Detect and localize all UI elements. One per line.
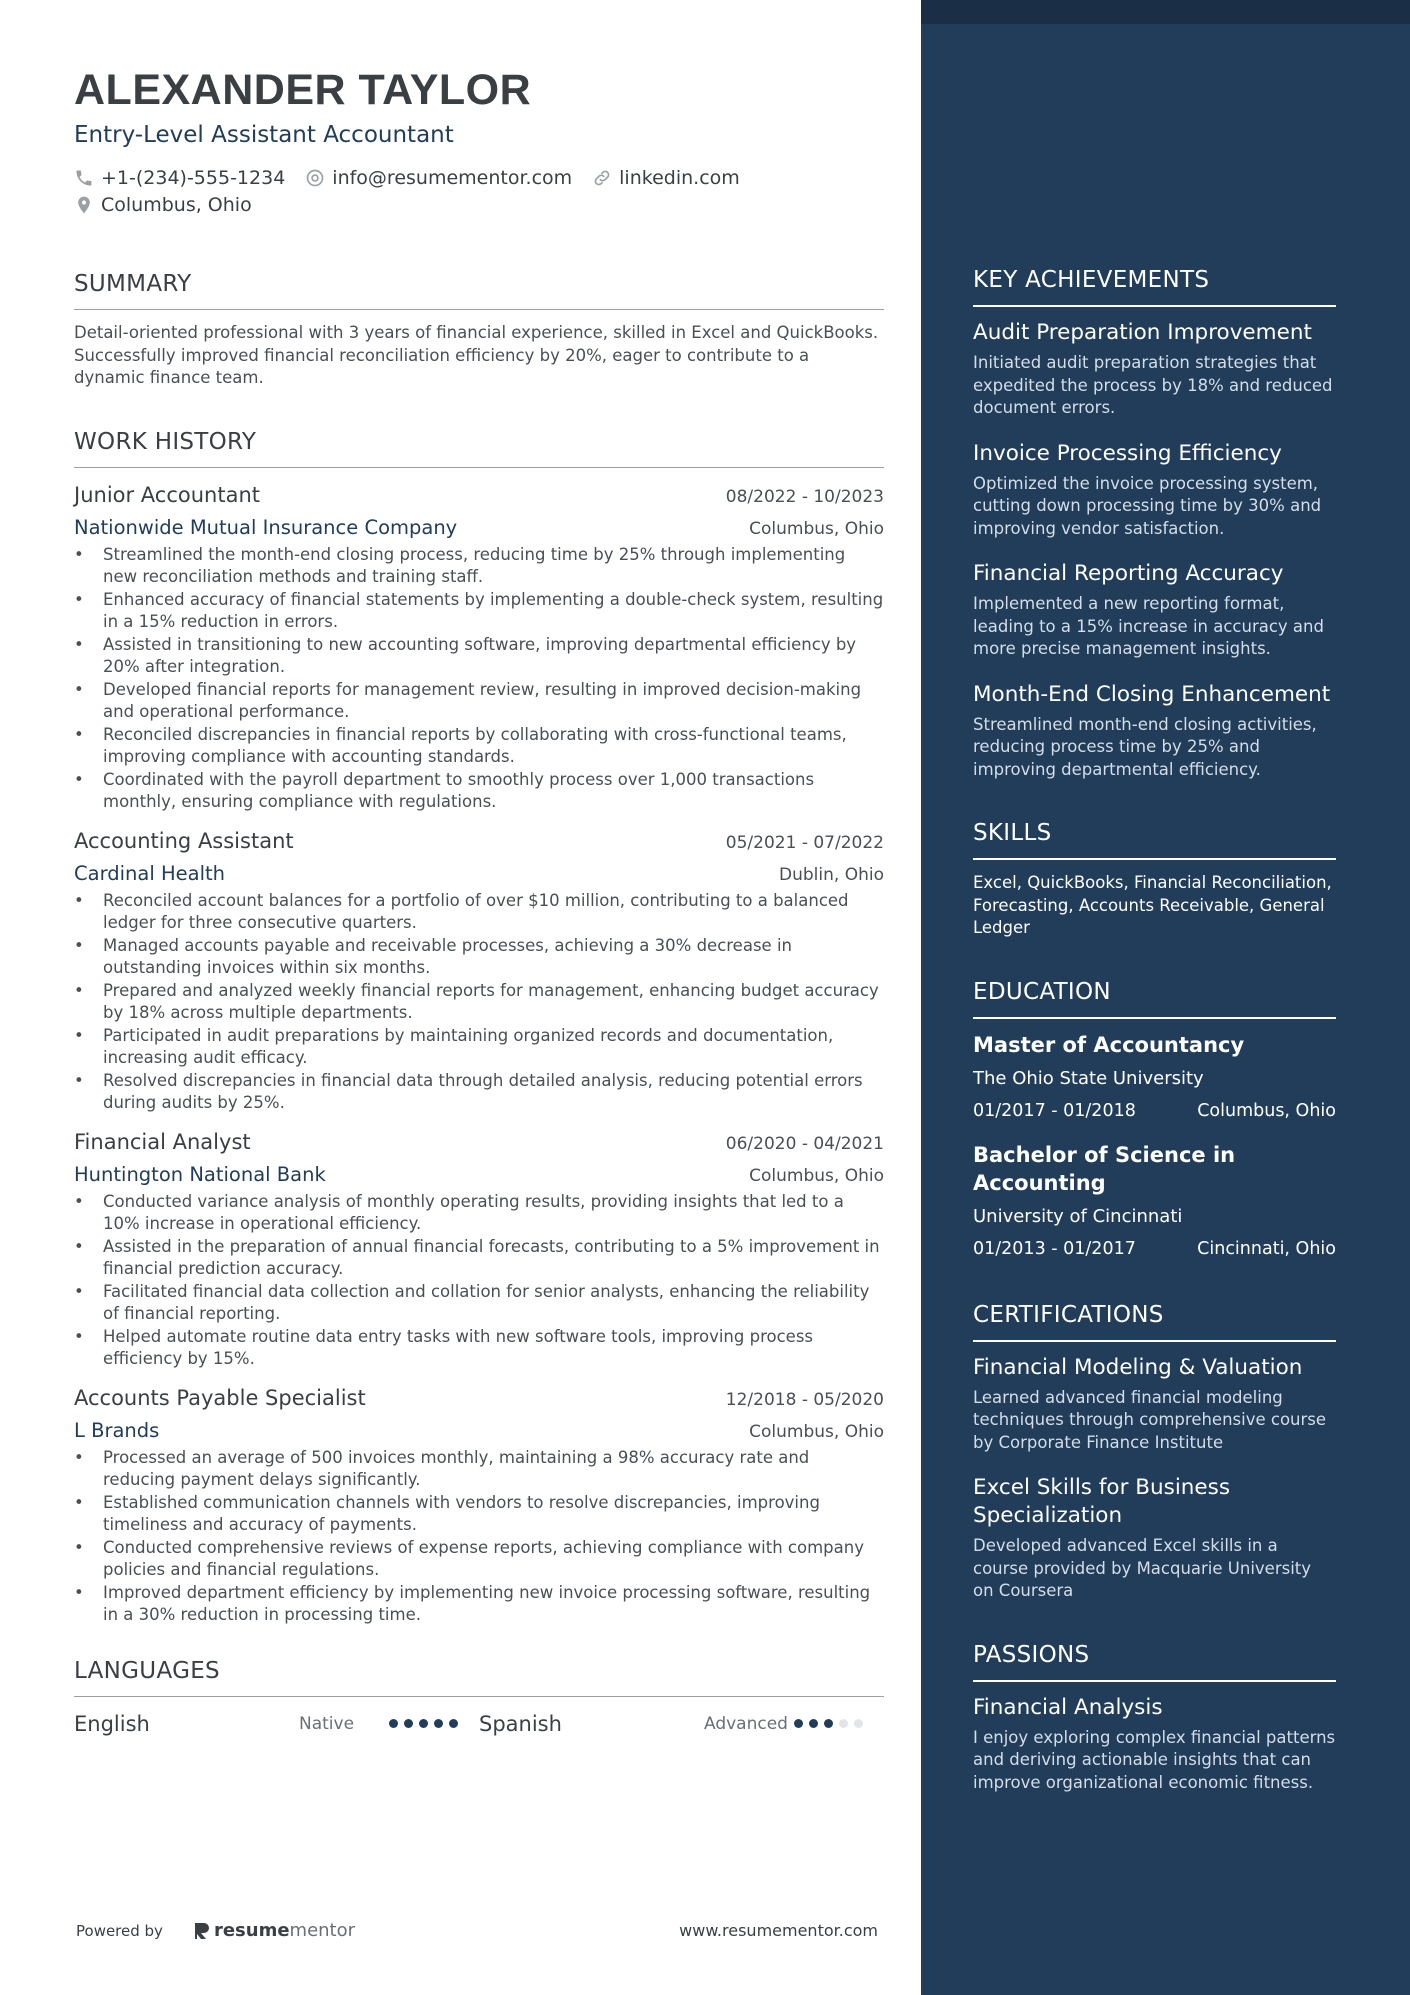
contact-phone[interactable] — [74, 167, 285, 189]
job-header — [74, 1384, 884, 1412]
bullet-item: • Resolved discrepancies in financial data through detailed analysis, reducing potential errors during audits by 25%. — [74, 1070, 884, 1115]
candidate-name: ALEXANDER TAYLOR — [74, 66, 532, 114]
achievement-title: Audit Preparation Improvement — [973, 320, 1312, 345]
bullet-item: • Assisted in the preparation of annual financial forecasts, contributing to a 5% improvement in financial prediction accuracy. — [74, 1236, 884, 1281]
linkedin-text: linkedin.com — [619, 166, 740, 189]
job-entry — [74, 481, 884, 814]
contact-linkedin[interactable] — [592, 167, 740, 189]
bullet-item: • Participated in audit preparations by maintaining organized records and documentation, increasing audit efficacy. — [74, 1025, 884, 1070]
sidebar-top-bar — [921, 0, 1410, 24]
job-subheader — [74, 1418, 884, 1444]
education-list — [973, 1031, 1336, 1259]
job-subheader — [74, 861, 884, 887]
bullet-item: • Improved department efficiency by implementing new invoice processing software, resulting in a 30% reduction in processing time. — [74, 1582, 884, 1627]
certifications-heading: CERTIFICATIONS — [973, 1301, 1336, 1342]
education-location: Cincinnati, Ohio — [1197, 1238, 1336, 1259]
rating-dot — [854, 1719, 863, 1728]
language-item — [479, 1712, 884, 1736]
education-degree: Bachelor of Science in Accounting — [973, 1142, 1236, 1195]
rating-dot — [824, 1719, 833, 1728]
job-company: Huntington National Bank — [74, 1162, 326, 1186]
job-entry — [74, 1384, 884, 1627]
skills-text: Excel, QuickBooks, Financial Reconciliation, Forecasting, Accounts Receivable, General Ledger — [973, 873, 1332, 937]
language-item — [74, 1712, 479, 1736]
job-dates: 12/2018 - 05/2020 — [725, 1389, 884, 1410]
job-dates: 05/2021 - 07/2022 — [725, 832, 884, 853]
job-header — [74, 481, 884, 509]
job-bullets — [74, 1191, 884, 1371]
bullet-item: • Streamlined the month-end closing process, reducing time by 25% through implementing new reconciliation methods and training staff. — [74, 544, 884, 589]
bullet-item: • Managed accounts payable and receivable processes, achieving a 30% decrease in outstanding invoices within six months. — [74, 935, 884, 980]
language-level: Native — [299, 1713, 355, 1734]
rating-dot — [404, 1719, 413, 1728]
passion-desc: I enjoy exploring complex financial patterns and deriving actionable insights that can improve organizational economic fitness. — [973, 1727, 1336, 1792]
bullet-item: • Facilitated financial data collection and collation for senior analysts, enhancing the reliability of financial reporting. — [74, 1281, 884, 1326]
languages-list — [74, 1709, 884, 1739]
achievements-heading: KEY ACHIEVEMENTS — [973, 266, 1336, 307]
language-name: English — [74, 1711, 150, 1736]
achievement-title: Invoice Processing Efficiency — [973, 440, 1282, 466]
bullet-item: • Processed an average of 500 invoices monthly, maintaining a 98% accuracy rate and reducing payment delays significantly. — [74, 1447, 884, 1492]
job-dates: 08/2022 - 10/2023 — [725, 486, 884, 507]
summary-heading: SUMMARY — [74, 270, 884, 310]
website-link[interactable]: www.resumementor.com — [679, 1921, 878, 1940]
achievement-desc: Streamlined month-end closing activities, reducing process time by 25% and improving departmental efficiency. — [973, 714, 1317, 779]
job-dates: 06/2020 - 04/2021 — [725, 1133, 884, 1154]
language-name: Spanish — [479, 1711, 562, 1736]
job-bullets — [74, 1447, 884, 1627]
achievement-title: Financial Reporting Accuracy — [973, 561, 1284, 586]
summary-section — [74, 270, 884, 390]
brand-light: mentor — [289, 1920, 356, 1941]
achievement-title: Month-End Closing Enhancement — [973, 681, 1331, 707]
rating-dot — [839, 1719, 848, 1728]
certifications-section — [973, 1301, 1336, 1603]
passions-section — [973, 1641, 1336, 1795]
education-meta — [973, 1101, 1336, 1121]
education-meta — [973, 1239, 1336, 1259]
jobs-list — [74, 481, 884, 1627]
job-subheader — [74, 515, 884, 541]
certification-title: Financial Modeling & Valuation — [973, 1354, 1303, 1380]
candidate-title: Entry-Level Assistant Accountant — [74, 122, 454, 148]
certifications-list — [973, 1354, 1336, 1603]
phone-text: +1-(234)-555-1234 — [101, 166, 286, 189]
education-school: University of Cincinnati — [973, 1205, 1183, 1227]
bullet-item: • Enhanced accuracy of financial statements by implementing a double-check system, resulting in a 15% reduction in errors. — [74, 589, 884, 634]
job-bullets — [74, 890, 884, 1115]
language-rating — [794, 1719, 863, 1728]
rating-dot — [809, 1719, 818, 1728]
achievements-section — [973, 266, 1336, 781]
passions-list — [973, 1694, 1336, 1795]
job-header — [74, 827, 884, 855]
job-title: Accounting Assistant — [74, 828, 294, 853]
job-title: Junior Accountant — [74, 482, 261, 507]
passions-heading: PASSIONS — [973, 1641, 1336, 1682]
language-rating — [389, 1719, 458, 1728]
achievement-desc: Initiated audit preparation strategies that expedited the process by 18% and reduced document errors. — [973, 353, 1333, 417]
brand-bold: resume — [213, 1920, 290, 1941]
job-company: Nationwide Mutual Insurance Company — [74, 515, 458, 539]
rating-dot — [419, 1719, 428, 1728]
achievement-desc: Optimized the invoice processing system, cutting down processing time by 30% and improving vendor satisfaction. — [973, 473, 1322, 538]
bullet-item: • Assisted in transitioning to new accounting software, improving departmental efficiency by 20% after integration. — [74, 634, 884, 679]
education-section — [973, 978, 1336, 1259]
contact-email[interactable] — [305, 167, 572, 189]
location-pin-icon — [74, 195, 94, 215]
bullet-item: • Coordinated with the payroll department to smoothly process over 1,000 transactions monthly, ensuring compliance with regulations. — [74, 769, 884, 814]
education-location: Columbus, Ohio — [1197, 1100, 1336, 1121]
location-text: Columbus, Ohio — [101, 193, 252, 216]
bullet-item: • Prepared and analyzed weekly financial reports for management, enhancing budget accuracy by 18% across multiple departments. — [74, 980, 884, 1025]
job-entry — [74, 1128, 884, 1371]
job-location: Columbus, Ohio — [749, 1421, 884, 1442]
bullet-item: • Reconciled account balances for a portfolio of over $10 million, contributing to a balanced ledger for three consecutive quarters. — [74, 890, 884, 935]
job-title: Accounts Payable Specialist — [74, 1385, 366, 1410]
job-company: Cardinal Health — [74, 861, 225, 885]
job-location: Dublin, Ohio — [779, 864, 884, 885]
contact-location — [74, 194, 252, 216]
rating-dot — [794, 1719, 803, 1728]
bullet-item: • Conducted comprehensive reviews of expense reports, achieving compliance with company policies and financial regulations. — [74, 1537, 884, 1582]
language-level: Advanced — [704, 1713, 788, 1734]
job-subheader — [74, 1162, 884, 1188]
certification-desc: Learned advanced financial modeling techniques through comprehensive course by Corporate Finance Institute — [973, 1387, 1327, 1452]
brand-logo[interactable] — [193, 1920, 355, 1941]
skills-heading: SKILLS — [973, 819, 1336, 860]
education-dates: 01/2013 - 01/2017 — [973, 1238, 1136, 1259]
education-school: The Ohio State University — [973, 1067, 1204, 1089]
job-title: Financial Analyst — [74, 1129, 251, 1154]
certification-desc: Developed advanced Excel skills in a course provided by Macquarie University on Coursera — [973, 1536, 1312, 1600]
bullet-item: • Conducted variance analysis of monthly operating results, providing insights that led to a 10% increase in operational efficiency. — [74, 1191, 884, 1236]
job-location: Columbus, Ohio — [749, 518, 884, 539]
contact-info — [74, 164, 884, 218]
rating-dot — [434, 1719, 443, 1728]
education-heading: EDUCATION — [973, 978, 1336, 1019]
education-degree: Master of Accountancy — [973, 1032, 1245, 1057]
brand-icon — [193, 1921, 211, 1941]
bullet-item: • Helped automate routine data entry tasks with new software tools, improving process efficiency by 15%. — [74, 1326, 884, 1371]
bullet-item: • Established communication channels with vendors to resolve discrepancies, improving timeliness and accuracy of payments. — [74, 1492, 884, 1537]
powered-by — [76, 1920, 355, 1941]
certification-title: Excel Skills for Business Specialization — [973, 1475, 1231, 1528]
achievements-list — [973, 319, 1336, 781]
link-icon — [592, 168, 612, 188]
passion-title: Financial Analysis — [973, 1694, 1163, 1720]
skills-section — [973, 819, 1336, 940]
work-history-heading: WORK HISTORY — [74, 428, 884, 468]
languages-heading: LANGUAGES — [74, 1657, 884, 1697]
work-history-section — [74, 428, 884, 1627]
education-dates: 01/2017 - 01/2018 — [973, 1100, 1136, 1121]
at-icon — [305, 168, 325, 188]
bullet-item: • Developed financial reports for management review, resulting in improved decision-making and operational performance. — [74, 679, 884, 724]
rating-dot — [389, 1719, 398, 1728]
job-entry — [74, 827, 884, 1115]
powered-by-text: Powered by — [76, 1921, 163, 1940]
bullet-item: • Reconciled discrepancies in financial reports by collaborating with cross-functional teams, improving compliance with accounting standards. — [74, 724, 884, 769]
job-company: L Brands — [74, 1418, 160, 1442]
phone-icon — [74, 168, 94, 188]
job-bullets — [74, 544, 884, 814]
email-text: info@resumementor.com — [332, 166, 573, 189]
summary-text: Detail-oriented professional with 3 years of financial experience, skilled in Excel and QuickBooks. Successfully improved financial reconciliation efficiency by 20%, eager to contribute to a dynamic finance team. — [74, 323, 879, 387]
languages-section — [74, 1657, 884, 1739]
footer — [76, 1920, 878, 1941]
achievement-desc: Implemented a new reporting format, leading to a 15% increase in accuracy and more precise management insights. — [973, 594, 1324, 658]
job-location: Columbus, Ohio — [749, 1165, 884, 1186]
job-header — [74, 1128, 884, 1156]
sidebar — [921, 0, 1410, 1995]
rating-dot — [449, 1719, 458, 1728]
